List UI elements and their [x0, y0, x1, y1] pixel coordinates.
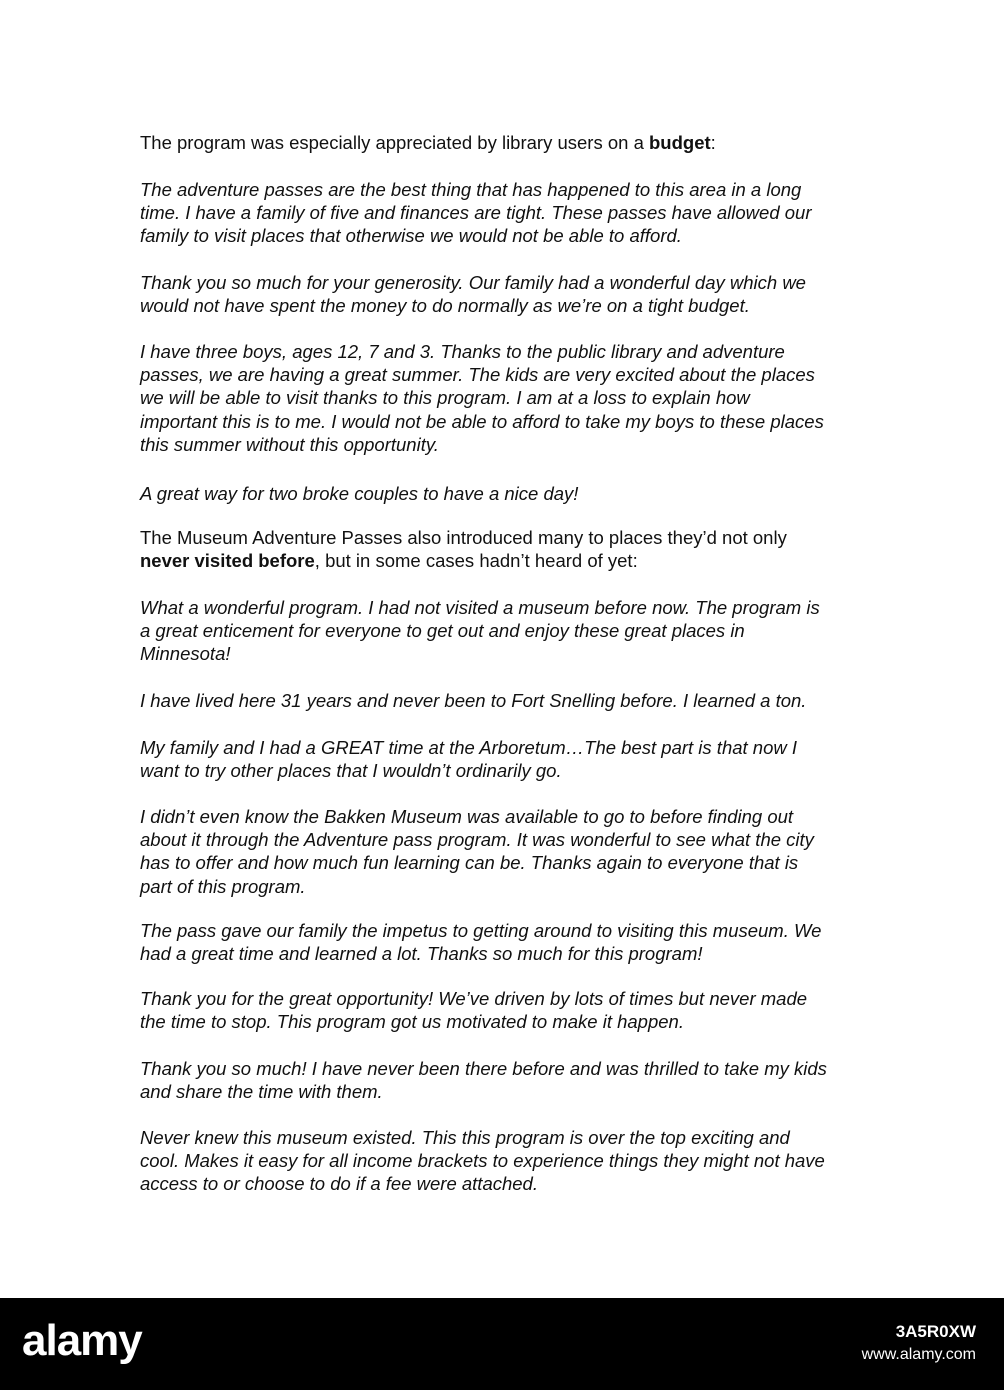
- quote-line: want to try other places that I wouldn’t ordinarily go.: [140, 760, 562, 782]
- quote-paragraph: [140, 919, 900, 965]
- quote-paragraph: [140, 1126, 900, 1196]
- quote-paragraph: [140, 689, 900, 712]
- quote-line: I have lived here 31 years and never been to Fort Snelling before. I learned a ton.: [140, 690, 807, 711]
- quote-paragraph: [140, 482, 900, 505]
- quote-line: passes, we are having a great summer. The kids are very excited about the places: [140, 364, 815, 386]
- quote-line: had a great time and learned a lot. Thanks so much for this program!: [140, 943, 703, 965]
- quote-line: A great way for two broke couples to have a nice day!: [140, 483, 579, 504]
- quote-line: the time to stop. This program got us motivated to make it happen.: [140, 1011, 684, 1033]
- intro-visited-line: [140, 549, 900, 572]
- quote-line: part of this program.: [140, 875, 306, 897]
- quote-line: The adventure passes are the best thing that has happened to this area in a long: [140, 179, 802, 200]
- quote-line: we will be able to visit thanks to this program. I am at a loss to explain how: [140, 387, 750, 409]
- quote-line: this summer without this opportunity.: [140, 433, 439, 455]
- quote-paragraph: [140, 340, 900, 456]
- quote-line: cool. Makes it easy for all income brackets to experience things they might not have: [140, 1150, 825, 1172]
- quote-line: Thank you for the great opportunity! We’ve driven by lots of times but never made: [140, 988, 808, 1009]
- intro-visited-rest: , but in some cases hadn’t heard of yet:: [314, 550, 638, 572]
- quote-line: has to offer and how much fun learning can be. Thanks again to everyone that is: [140, 852, 799, 874]
- quote-line: important this is to me. I would not be able to afford to take my boys to these places: [140, 410, 824, 432]
- quote-line: The pass gave our family the impetus to getting around to visiting this museum. We: [140, 920, 822, 941]
- quote-paragraph: [140, 987, 900, 1033]
- alamy-logo: alamy: [22, 1316, 142, 1365]
- quote-paragraph: [140, 805, 900, 898]
- never-visited-bold-text: never visited before: [140, 550, 315, 572]
- quote-paragraph: [140, 178, 900, 248]
- intro-budget-paragraph: [140, 131, 900, 154]
- quote-line: time. I have a family of five and finances are tight. These passes have allowed our: [140, 202, 812, 224]
- quote-line: a great enticement for everyone to get out and enjoy these great places in: [140, 620, 745, 642]
- watermark-image-id: 3A5R0XW: [895, 1322, 976, 1341]
- quote-line: Thank you so much for your generosity. Our family had a wonderful day which we: [140, 272, 806, 293]
- quote-line: family to visit places that otherwise we would not be able to afford.: [140, 225, 682, 247]
- quote-paragraph: [140, 736, 900, 782]
- quote-line: What a wonderful program. I had not visited a museum before now. The program is: [140, 597, 820, 618]
- quote-line: My family and I had a GREAT time at the Arboretum…The best part is that now I: [140, 737, 798, 758]
- quote-line: Thank you so much! I have never been there before and was thrilled to take my kids: [140, 1058, 827, 1079]
- quote-line: Minnesota!: [140, 643, 231, 665]
- watermark-url: www.alamy.com: [861, 1346, 976, 1363]
- quote-paragraph: [140, 1057, 900, 1103]
- quote-line: access to or choose to do if a fee were attached.: [140, 1173, 538, 1195]
- intro-budget-end: :: [710, 132, 716, 153]
- quote-line: would not have spent the money to do normally as we’re on a tight budget.: [140, 295, 750, 317]
- quote-paragraph: [140, 596, 900, 666]
- intro-visited-line: The Museum Adventure Passes also introduced many to places they’d not only: [140, 527, 787, 548]
- intro-visited-paragraph: [140, 526, 900, 572]
- quote-line: I didn’t even know the Bakken Museum was available to go to before finding out: [140, 806, 794, 827]
- quote-line: Never knew this museum existed. This this program is over the top exciting and: [140, 1127, 790, 1148]
- quote-paragraph: [140, 271, 900, 317]
- budget-bold-text: budget: [649, 132, 711, 153]
- quote-line: and share the time with them.: [140, 1081, 383, 1103]
- intro-budget-text: The program was especially appreciated by library users on a: [140, 132, 649, 153]
- watermark-bar: [0, 1298, 1004, 1390]
- quote-line: about it through the Adventure pass program. It was wonderful to see what the city: [140, 829, 814, 851]
- quote-line: I have three boys, ages 12, 7 and 3. Thanks to the public library and adventure: [140, 341, 785, 362]
